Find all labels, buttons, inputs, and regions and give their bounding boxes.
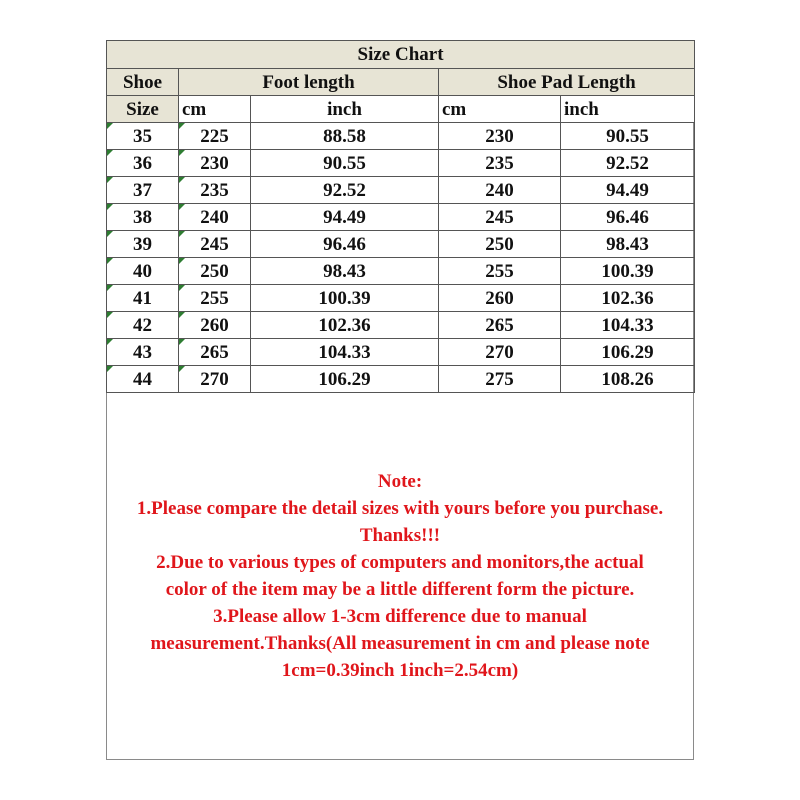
cell-foot-inch: 94.49 [251, 204, 439, 231]
header-foot-length: Foot length [179, 69, 439, 96]
cell-foot-cm: 260 [179, 312, 251, 339]
cell-pad-inch: 106.29 [561, 339, 695, 366]
cell-foot-inch: 100.39 [251, 285, 439, 312]
cell-foot-cm: 250 [179, 258, 251, 285]
cell-pad-inch: 100.39 [561, 258, 695, 285]
note-line: 1.Please compare the detail sizes with yours before you purchase. [136, 498, 664, 519]
table-row [107, 123, 695, 150]
cell-pad-inch: 90.55 [561, 123, 695, 150]
cell-shoe-size: 36 [107, 150, 179, 177]
cell-foot-cm: 240 [179, 204, 251, 231]
table-row [107, 366, 695, 393]
table-row [107, 150, 695, 177]
cell-foot-cm: 265 [179, 339, 251, 366]
cell-shoe-size: 42 [107, 312, 179, 339]
header-shoe-pad-length: Shoe Pad Length [439, 69, 695, 96]
cell-foot-cm: 225 [179, 123, 251, 150]
note-line: 3.Please allow 1-3cm difference due to manual [213, 606, 587, 627]
header-shoe: Shoe [107, 69, 179, 96]
size-chart-table [106, 40, 695, 393]
table-row [107, 339, 695, 366]
cell-pad-cm: 230 [439, 123, 561, 150]
note-line: 1cm=0.39inch 1inch=2.54cm) [281, 660, 519, 681]
header-foot-cm: cm [179, 96, 251, 123]
table-row [107, 285, 695, 312]
table-row [107, 312, 695, 339]
note-heading: Note: [377, 471, 423, 492]
table-row [107, 231, 695, 258]
cell-pad-inch: 92.52 [561, 150, 695, 177]
cell-pad-cm: 265 [439, 312, 561, 339]
cell-pad-inch: 104.33 [561, 312, 695, 339]
header-foot-inch: inch [251, 96, 439, 123]
table-row [107, 258, 695, 285]
cell-foot-inch: 102.36 [251, 312, 439, 339]
cell-foot-cm: 235 [179, 177, 251, 204]
cell-foot-cm: 270 [179, 366, 251, 393]
note-line: measurement.Thanks(All measurement in cm and please note [150, 633, 650, 654]
cell-shoe-size: 35 [107, 123, 179, 150]
cell-pad-cm: 240 [439, 177, 561, 204]
cell-foot-inch: 106.29 [251, 366, 439, 393]
cell-pad-cm: 275 [439, 366, 561, 393]
table-row [107, 177, 695, 204]
note-block [106, 468, 694, 684]
table-title: Size Chart [107, 41, 695, 69]
cell-shoe-size: 41 [107, 285, 179, 312]
cell-pad-inch: 102.36 [561, 285, 695, 312]
cell-pad-inch: 108.26 [561, 366, 695, 393]
size-rows [107, 123, 695, 393]
cell-pad-cm: 250 [439, 231, 561, 258]
cell-pad-inch: 98.43 [561, 231, 695, 258]
header-pad-cm: cm [439, 96, 561, 123]
header-pad-inch: inch [561, 96, 695, 123]
cell-pad-cm: 270 [439, 339, 561, 366]
cell-shoe-size: 38 [107, 204, 179, 231]
note-line: color of the item may be a little different form the picture. [165, 579, 635, 600]
table-row [107, 204, 695, 231]
cell-shoe-size: 37 [107, 177, 179, 204]
cell-foot-inch: 92.52 [251, 177, 439, 204]
cell-foot-inch: 104.33 [251, 339, 439, 366]
note-line: Thanks!!! [359, 525, 441, 546]
cell-foot-inch: 98.43 [251, 258, 439, 285]
cell-pad-cm: 255 [439, 258, 561, 285]
cell-foot-cm: 230 [179, 150, 251, 177]
cell-pad-cm: 245 [439, 204, 561, 231]
cell-foot-cm: 255 [179, 285, 251, 312]
cell-pad-cm: 235 [439, 150, 561, 177]
header-size: Size [107, 96, 179, 123]
cell-shoe-size: 44 [107, 366, 179, 393]
cell-pad-cm: 260 [439, 285, 561, 312]
cell-pad-inch: 94.49 [561, 177, 695, 204]
cell-shoe-size: 39 [107, 231, 179, 258]
cell-foot-inch: 96.46 [251, 231, 439, 258]
note-line: 2.Due to various types of computers and monitors,the actual [156, 552, 644, 573]
cell-pad-inch: 96.46 [561, 204, 695, 231]
cell-foot-inch: 90.55 [251, 150, 439, 177]
cell-foot-inch: 88.58 [251, 123, 439, 150]
cell-shoe-size: 43 [107, 339, 179, 366]
cell-shoe-size: 40 [107, 258, 179, 285]
cell-foot-cm: 245 [179, 231, 251, 258]
